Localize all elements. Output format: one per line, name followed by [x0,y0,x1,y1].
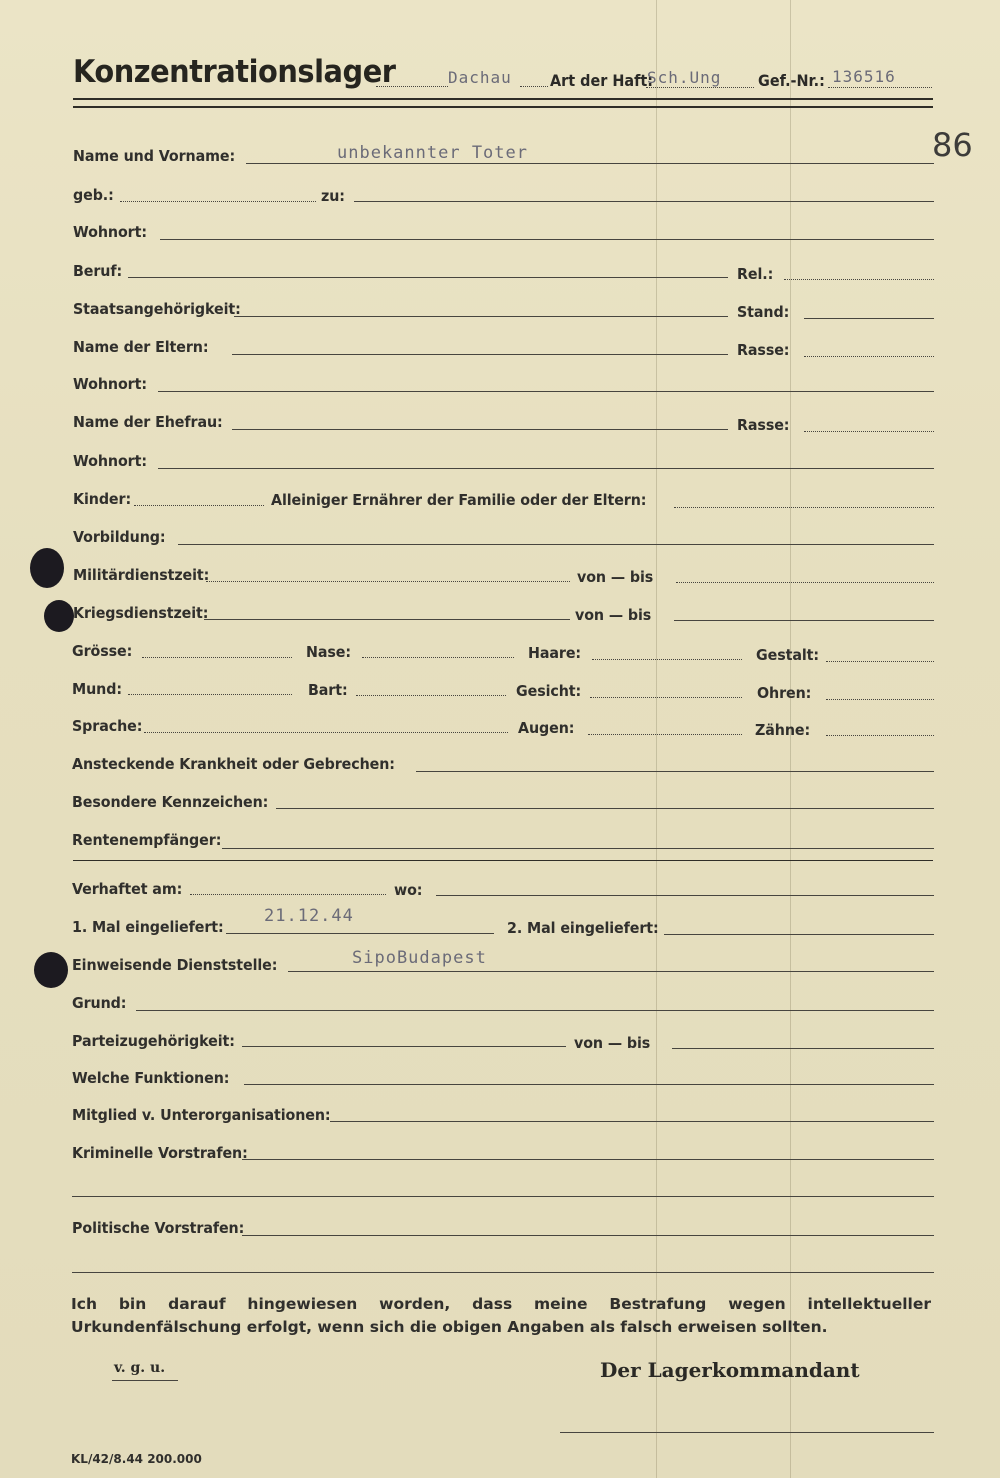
zaehne-label: Zähne: [755,721,811,739]
mal1-label: 1. Mal eingeliefert: [72,918,224,936]
geb-label: geb.: [73,186,114,204]
rente-label: Rentenempfänger: [72,831,222,849]
mitglied-line [330,1121,934,1122]
zu-label: zu: [321,187,345,205]
gef-line [828,87,932,88]
gef-value: 136516 [832,67,896,86]
wohnort-line [158,391,934,392]
punch-hole [30,548,64,588]
augen-line [588,734,742,735]
wohnort-line [158,468,934,469]
wohnort-label: Wohnort: [73,375,147,393]
kennzeichen-line [276,808,934,809]
verhaftet-label: Verhaftet am: [72,880,183,898]
groesse-label: Grösse: [72,642,133,660]
kennzeichen-label: Besondere Kennzeichen: [72,793,269,811]
page-number: 86 [932,126,973,164]
gef-label: Gef.-Nr.: [758,71,825,90]
wo-line [436,895,934,896]
kriminell-line [242,1159,934,1160]
beruf-line [128,277,728,278]
wohnort-line [160,239,934,240]
funktionen-label: Welche Funktionen: [72,1069,230,1087]
nase-label: Nase: [306,643,351,661]
augen-label: Augen: [518,719,575,737]
gesicht-label: Gesicht: [516,682,582,700]
geb-line [120,201,316,202]
beruf-label: Beruf: [73,262,123,280]
vgu-line [112,1380,178,1381]
stand-label: Stand: [737,303,790,321]
dienststelle-value: SipoBudapest [352,948,487,968]
rel-line [784,279,934,280]
staat-label: Staatsangehörigkeit: [73,300,241,318]
mal1-value: 21.12.44 [264,906,354,926]
rasse-label: Rasse: [737,341,790,359]
camp-line [520,86,548,87]
mitglied-label: Mitglied v. Unterorganisationen: [72,1106,331,1124]
declaration-text: Ich bin darauf hingewiesen worden, dass meine Bestrafung wegen intellektueller Urkundenfälschung erfolgt, wenn sich die obigen Angaben als falsch erweisen sollten. [71,1295,931,1336]
name-label: Name und Vorname: [73,147,236,165]
mund-label: Mund: [72,680,122,698]
grund-line [136,1010,934,1011]
mal2-line [664,934,934,935]
bart-label: Bart: [308,681,348,699]
rel-label: Rel.: [737,265,774,283]
dienststelle-label: Einweisende Dienststelle: [72,956,278,974]
haare-label: Haare: [528,644,582,662]
header-rule [73,98,933,100]
partei-label: Parteizugehörigkeit: [72,1032,235,1050]
von-bis-label: von — bis [577,568,654,586]
fold-line [790,0,791,1478]
stand-line [804,318,934,319]
partei-line [242,1046,566,1047]
von-bis-line [674,620,934,621]
eltern-line [232,354,728,355]
militaer-label: Militärdienstzeit: [73,566,210,584]
gestalt-label: Gestalt: [756,646,819,664]
ehefrau-label: Name der Ehefrau: [73,413,223,431]
staat-line [234,316,728,317]
politisch-line [242,1235,934,1236]
funktionen-line [244,1084,934,1085]
ernaehrer-line [674,507,934,508]
name-line [246,163,934,164]
sprache-line [144,732,508,733]
sprache-label: Sprache: [72,717,143,735]
nase-line [362,657,514,658]
von-bis-line [676,582,934,583]
ehefrau-line [232,429,728,430]
camp-line [376,86,448,87]
krankheit-line [416,771,934,772]
militaer-line [206,581,570,582]
header-rule [73,106,933,108]
grund-label: Grund: [72,994,127,1012]
zaehne-line [826,735,934,736]
art-label: Art der Haft: [550,71,654,90]
von-bis-label: von — bis [575,606,652,624]
kriminell-label: Kriminelle Vorstrafen: [72,1144,248,1162]
ernaehrer-label: Alleiniger Ernährer der Familie oder der Eltern: [271,491,647,509]
mal1-line [226,933,494,934]
mal2-label: 2. Mal eingeliefert: [507,919,659,937]
politisch-label: Politische Vorstrafen: [72,1219,245,1237]
rasse-label: Rasse: [737,416,790,434]
blank-line [72,1196,934,1197]
lagerkommandant-label: Der Lagerkommandant [600,1358,860,1382]
vorbildung-line [178,544,934,545]
signature-line [560,1432,934,1433]
form-title: Konzentrationslager [73,54,396,90]
groesse-line [142,657,292,658]
ohren-line [826,699,934,700]
vorbildung-label: Vorbildung: [73,528,166,546]
kriegs-line [204,619,570,620]
von-bis-line [672,1048,934,1049]
eltern-label: Name der Eltern: [73,338,209,356]
mund-line [128,694,292,695]
blank-line [72,1272,934,1273]
zu-line [354,201,934,202]
punch-hole [44,600,74,632]
wohnort-label: Wohnort: [73,452,147,470]
wohnort-label: Wohnort: [73,223,147,241]
form-code: KL/42/8.44 200.000 [71,1452,202,1466]
punch-hole [34,952,68,988]
kriegs-label: Kriegsdienstzeit: [73,604,209,622]
rente-line [222,848,934,849]
kinder-line [134,505,264,506]
kinder-label: Kinder: [73,490,132,508]
fold-line [656,0,657,1478]
camp-value: Dachau [448,68,512,87]
gesicht-line [590,697,742,698]
von-bis-label: von — bis [574,1034,651,1052]
gestalt-line [826,661,934,662]
rasse-line [804,356,934,357]
vgu-label: v. g. u. [114,1360,166,1376]
art-value: Sch.Ung [647,68,722,87]
art-line [646,87,754,88]
ohren-label: Ohren: [757,684,812,702]
dienststelle-line [288,971,934,972]
name-value: unbekannter Toter [337,143,528,163]
bart-line [356,695,506,696]
verhaftet-line [190,894,386,895]
section-rule [73,860,933,861]
krankheit-label: Ansteckende Krankheit oder Gebrechen: [72,755,395,773]
rasse-line [804,431,934,432]
wo-label: wo: [394,881,423,899]
haare-line [592,659,742,660]
